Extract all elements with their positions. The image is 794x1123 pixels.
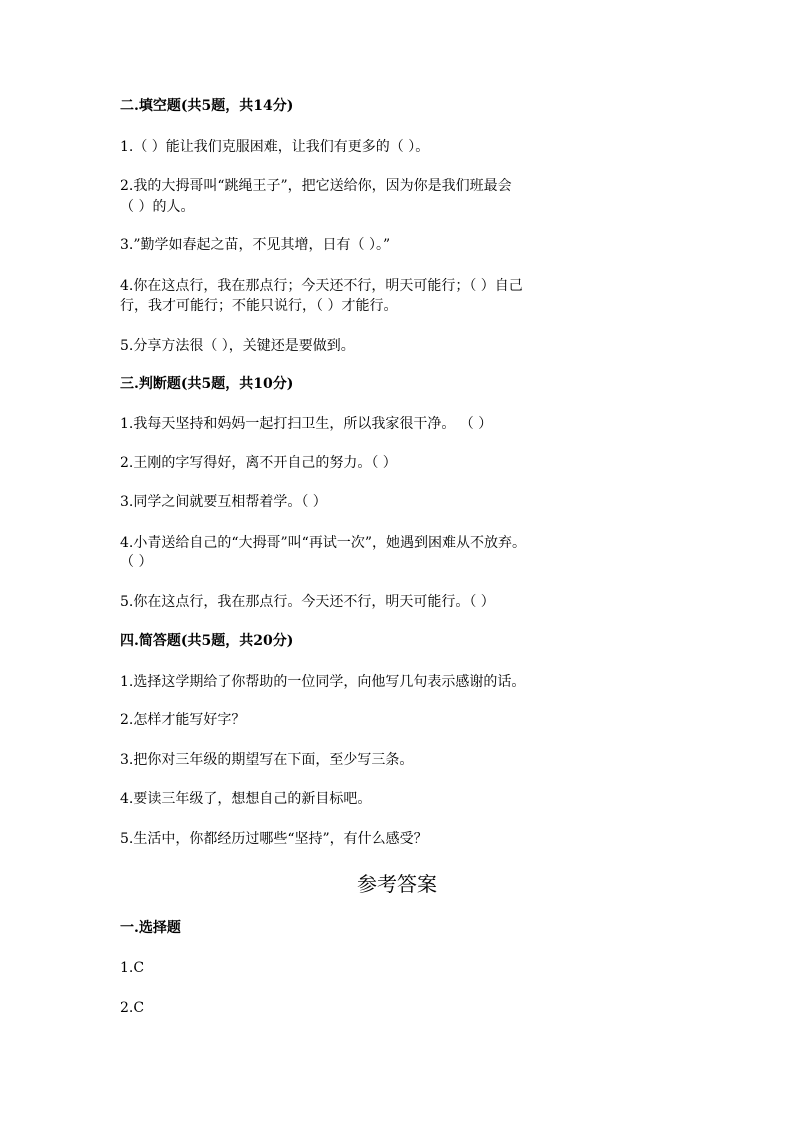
question-text: 2.王刚的字写得好，离不开自己的努力。（ ） xyxy=(120,455,397,471)
question-text: 3.把你对三年级的期望写在下面，至少写三条。 xyxy=(120,752,414,768)
question-text: 1.（ ）能让我们克服困难，让我们有更多的（ ）。 xyxy=(120,139,430,155)
question-text: 4.要读三年级了，想想自己的新目标吧。 xyxy=(120,791,372,807)
question-text: 5.分享方法很（ ），关键还是要做到。 xyxy=(120,338,355,354)
question-text: 2.怎样才能写好字？ xyxy=(120,712,246,728)
section-heading-multiple-choice: 一.选择题 xyxy=(120,920,181,936)
question-text: 1.我每天坚持和妈妈一起打扫卫生，所以我家很干净。 （ ） xyxy=(120,416,493,432)
question-text: 3.”勤学如春起之苗，不见其增，日有（ ）。” xyxy=(120,237,391,253)
question-text: 行，我才可能行；不能只说行，（ ）才能行。 xyxy=(120,298,398,314)
question-text: 5.你在这点行，我在那点行。今天还不行，明天可能行。（ ） xyxy=(120,594,495,610)
question-text: 4.你在这点行，我在那点行；今天还不行，明天可能行；（ ）自己 xyxy=(120,278,523,294)
question-text: 3.同学之间就要互相帮着学。（ ） xyxy=(120,494,327,510)
question-text: （ ） xyxy=(120,554,153,570)
answer-text: 1.C xyxy=(120,960,145,976)
section-heading-fill-blank: 二.填空题(共5题，共14分) xyxy=(120,98,294,114)
section-heading-short-answer: 四.简答题(共5题，共20分) xyxy=(120,633,294,649)
answer-text: 2.C xyxy=(120,1000,145,1016)
answer-key-title: 参考答案 xyxy=(357,872,437,896)
question-text: 2.我的大拇哥叫“跳绳王子”，把它送给你，因为你是我们班最会 xyxy=(120,178,512,194)
section-heading-true-false: 三.判断题(共5题，共10分) xyxy=(120,376,294,392)
question-text: 4.小青送给自己的“大拇哥”叫“再试一次”，她遇到困难从不放弃。 xyxy=(120,535,526,551)
question-text: 5.生活中，你都经历过哪些“坚持”，有什么感受？ xyxy=(120,831,428,847)
question-text: 1.选择这学期给了你帮助的一位同学，向他写几句表示感谢的话。 xyxy=(120,674,526,690)
question-text: （ ）的人。 xyxy=(120,199,195,215)
